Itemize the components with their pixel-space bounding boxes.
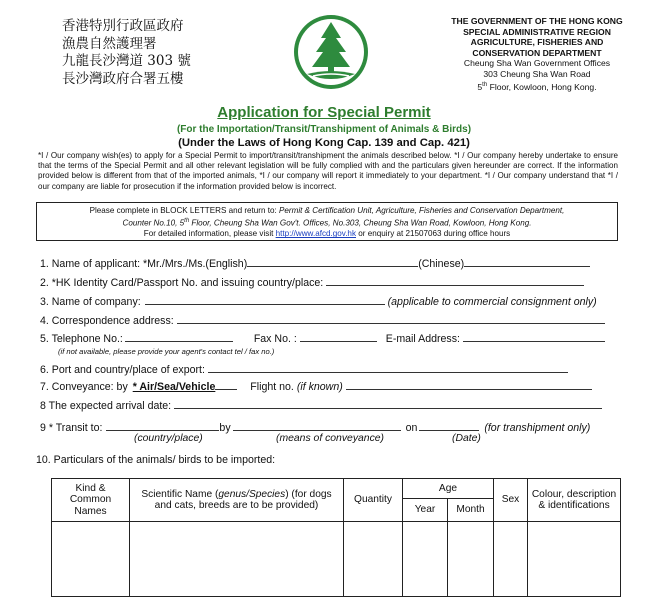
notice-line3-pre: For detailed information, please visit — [143, 229, 276, 239]
address-line: 303 Cheung Sha Wan Road — [483, 68, 591, 79]
chinese-address-line: 九龍長沙灣道 303 號 — [62, 53, 191, 69]
field-id-passport — [40, 275, 584, 289]
email-input[interactable] — [463, 331, 605, 342]
field-arrival-date — [40, 398, 602, 412]
applicant-english-input[interactable] — [247, 256, 418, 267]
header-sci-part2: ) (for dogs and cats, breeds are to be provided) — [154, 488, 332, 511]
notice-line2-post: Floor, Cheung Sha Wan Gov't. Offices, No.303, Cheung Sha Wan Road, Kowloon, Hong Kong. — [189, 218, 532, 228]
website-link[interactable]: http://www.afcd.gov.hk — [275, 229, 356, 239]
header-scientific-name — [130, 479, 344, 522]
header-year: Year — [403, 499, 448, 522]
field-correspondence-address — [40, 313, 605, 327]
notice-line1-address: Permit & Certification Unit, Agriculture, Fisheries and Conservation Department, — [279, 206, 565, 215]
header-sex: Sex — [494, 479, 528, 522]
id-input[interactable] — [326, 275, 584, 286]
telephone-label: 5. Telephone No.: — [40, 333, 123, 345]
flight-label: Flight no. — [250, 381, 294, 393]
transit-note: (for transhipment only) — [484, 422, 591, 434]
field-conveyance — [40, 379, 592, 393]
transit-sub-date: (Date) — [452, 433, 481, 444]
notice-line — [37, 229, 617, 239]
field-applicant-name — [40, 256, 590, 270]
fax-label: Fax No. : — [253, 333, 297, 345]
flight-input[interactable] — [346, 379, 592, 390]
notice-line1-pre: Please complete in BLOCK LETTERS and return to: — [89, 206, 280, 215]
id-label: 2. *HK Identity Card/Passport No. and issuing country/place: — [40, 277, 324, 289]
notice-line — [37, 206, 617, 216]
notice-line — [37, 216, 617, 229]
company-label: 3. Name of company: — [40, 296, 141, 308]
address-line — [436, 80, 638, 92]
notice-line3-post: or enquiry at 21507063 during office hours — [356, 229, 511, 239]
form-title — [0, 104, 648, 121]
header-month: Month — [448, 499, 494, 522]
address-floor-rest: Floor, Kowloon, Hong Kong. — [487, 81, 597, 92]
conveyance-line — [215, 379, 237, 390]
english-address — [436, 16, 638, 92]
cell-colour[interactable] — [528, 522, 621, 597]
conveyance-value[interactable]: * Air/Sea/Vehicle — [132, 381, 216, 393]
transit-sub-country: (country/place) — [134, 433, 203, 444]
company-input[interactable] — [145, 294, 385, 305]
company-note: (applicable to commercial consignment only) — [387, 296, 597, 308]
header-sci-part1: Scientific Name ( — [141, 488, 219, 500]
cell-scientific-name[interactable] — [130, 522, 344, 597]
field-contact — [40, 331, 605, 345]
fax-input[interactable] — [300, 331, 377, 342]
form-title-text: Application for Special Permit — [217, 104, 431, 121]
transit-by-label: by — [219, 422, 231, 434]
field-company-name — [40, 294, 597, 308]
cell-year[interactable] — [403, 522, 448, 597]
header-colour: Colour, description & identifications — [528, 479, 621, 522]
header-kind: Kind & Common Names — [52, 479, 130, 522]
chinese-address-line: 香港特別行政區政府 — [62, 18, 184, 34]
transit-on-label: on — [405, 422, 418, 434]
cell-kind[interactable] — [52, 522, 130, 597]
address-line: CONSERVATION DEPARTMENT — [472, 47, 602, 58]
field-transit — [40, 420, 590, 434]
transit-date-input[interactable] — [419, 420, 479, 431]
header-age: Age — [403, 479, 494, 499]
applicant-chinese-input[interactable] — [464, 256, 590, 267]
address-label: 4. Correspondence address: — [40, 315, 174, 327]
cell-month[interactable] — [448, 522, 494, 597]
animals-table — [51, 478, 621, 597]
arrival-label: 8 The expected arrival date: — [40, 400, 172, 412]
header-quantity: Quantity — [344, 479, 403, 522]
field-particulars: 10. Particulars of the animals/ birds to be imported: — [36, 454, 276, 466]
address-line: THE GOVERNMENT OF THE HONG KONG — [451, 16, 623, 26]
form-laws: (Under the Laws of Hong Kong Cap. 139 and Cap. 421) — [178, 137, 470, 149]
cell-quantity[interactable] — [344, 522, 403, 597]
field-port-export — [40, 362, 568, 376]
notice-box — [36, 202, 618, 241]
chinese-address-line: 長沙灣政府合署五樓 — [62, 70, 184, 87]
transit-sub-means: (means of conveyance) — [276, 433, 385, 444]
tree-logo-icon — [293, 14, 369, 90]
email-label: E-mail Address: — [385, 333, 460, 345]
cell-sex[interactable] — [494, 522, 528, 597]
chinese-address — [62, 18, 191, 88]
telephone-input[interactable] — [125, 331, 233, 342]
address-line: AGRICULTURE, FISHERIES AND — [470, 37, 604, 48]
conveyance-label: 7. Conveyance: by — [40, 381, 128, 393]
port-input[interactable] — [208, 362, 568, 373]
transit-country-input[interactable] — [106, 420, 219, 431]
declaration-text: *I / Our company wish(es) to apply for a Special Permit to import/transit/transhipment the animals described below. *I / Our company hereby undertake to ensure that the terms of the Special Permit and all other relevant legislation will be fully complied with and the particulars given hereunder are correct. If the information provided below is different from that of the imported animals, *I / our company will report it immediately to your department. *I / Our company understand that *I / our company are liable for prosecution if the information provided below is incorrect. — [38, 151, 618, 191]
applicant-chinese-label: (Chinese) — [418, 258, 465, 270]
flight-known-note: (if known) — [296, 381, 343, 393]
port-label: 6. Port and country/place of export: — [40, 364, 205, 376]
address-line: SPECIAL ADMINISTRATIVE REGION — [463, 26, 611, 37]
arrival-input[interactable] — [174, 398, 602, 409]
header-sci-italic: genus/Species — [218, 488, 286, 500]
transit-label: 9 * Transit to: — [40, 422, 103, 434]
address-line: Cheung Sha Wan Government Offices — [463, 58, 611, 69]
address-floor: 5 — [477, 81, 483, 92]
transit-means-input[interactable] — [233, 420, 401, 431]
address-floor-sup: th — [482, 81, 488, 88]
contact-note: (if not available, please provide your agent's contact tel / fax no.) — [58, 347, 275, 356]
address-input[interactable] — [177, 313, 605, 324]
applicant-label: 1. Name of applicant: *Mr./Mrs./Ms.(English) — [40, 258, 248, 270]
notice-line2-sup: th — [184, 218, 190, 225]
chinese-address-line: 漁農自然護理署 — [62, 35, 157, 52]
form-subtitle: (For the Importation/Transit/Transhipment of Animals & Birds) — [176, 124, 472, 135]
notice-line2-pre: Counter No.10, 5 — [122, 218, 185, 228]
